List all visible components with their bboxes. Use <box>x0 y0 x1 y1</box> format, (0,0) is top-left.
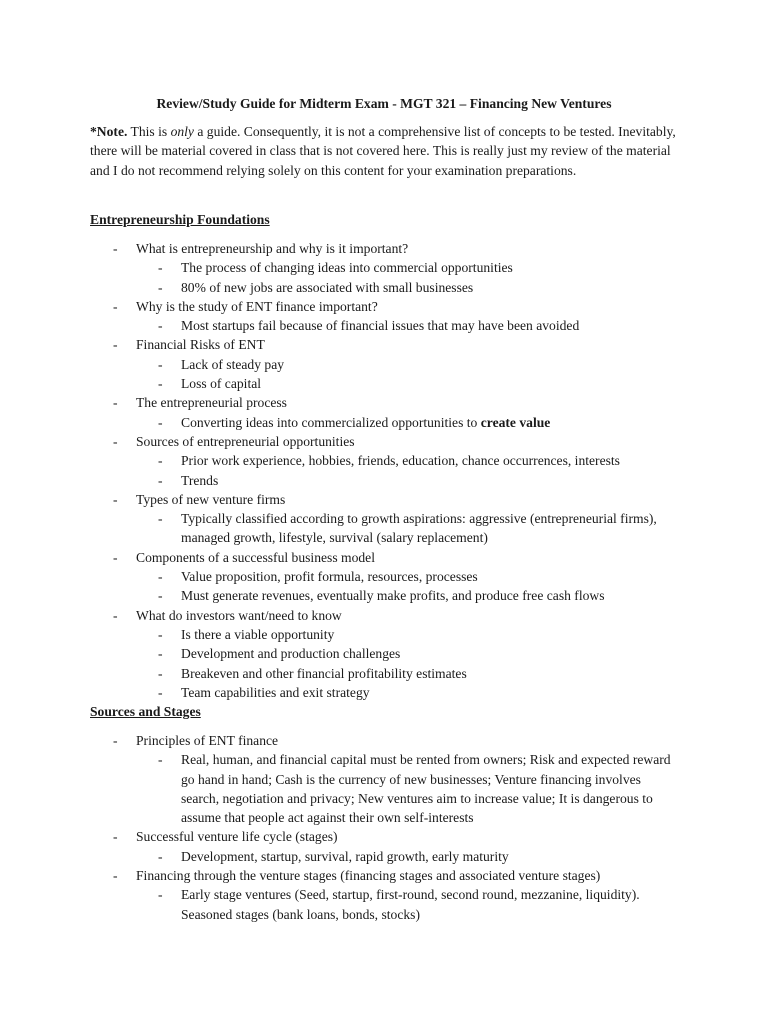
list-item: - What do investors want/need to know <box>113 607 342 623</box>
sub-list-item: - Trends <box>158 472 219 488</box>
section-list-entrepreneurship-foundations <box>0 239 768 702</box>
sub-list-item: - Must generate revenues, eventually make profits, and produce free cash flows <box>158 588 605 604</box>
sub-list-item: - Prior work experience, hobbies, friends, education, chance occurrences, interests <box>158 453 620 469</box>
list-item: - Financing through the venture stages (financing stages and associated venture stages) <box>113 868 601 884</box>
sub-list-item: - The process of changing ideas into commercial opportunities <box>158 260 513 276</box>
note-paragraph <box>90 122 690 180</box>
list-item: - Sources of entrepreneurial opportunities <box>113 433 355 449</box>
emphasis-create-value: create value <box>480 414 551 430</box>
note-emphasis: only <box>170 124 194 139</box>
sub-list-item: - Value proposition, profit formula, resources, processes <box>158 569 478 585</box>
list-item: - Principles of ENT finance <box>113 733 279 748</box>
sub-list-item: - Converting ideas into commercialized opportunities to create value <box>158 414 551 430</box>
sub-list-item: - Breakeven and other financial profitability estimates <box>158 665 467 681</box>
sub-list-item: - Early stage ventures (Seed, startup, first-round, second round, mezzanine, liquidity). Seasoned stages (bank loans, bonds, stocks) <box>158 887 640 922</box>
sub-list-item: - Lack of steady pay <box>158 356 285 372</box>
list-item: - What is entrepreneurship and why is it important? <box>113 241 409 256</box>
sub-list-item: - Development, startup, survival, rapid growth, early maturity <box>158 848 509 864</box>
sub-list-item: - Is there a viable opportunity <box>158 626 335 642</box>
sub-list-item: - Loss of capital <box>158 376 262 392</box>
list-item: - Financial Risks of ENT <box>113 337 265 353</box>
section-heading-entrepreneurship-foundations: Entrepreneurship Foundations <box>90 212 270 227</box>
note-lead: *Note. <box>90 124 128 139</box>
list-item: - Successful venture life cycle (stages) <box>113 829 338 845</box>
sub-list-item: - Typically classified according to growth aspirations: aggressive (entrepreneurial firms), managed growth, lifestyle, survival (salary replacement) <box>158 511 657 546</box>
section-heading-sources-and-stages: Sources and Stages <box>90 704 201 719</box>
list-item: - Types of new venture firms <box>113 491 286 507</box>
sub-list-item: - 80% of new jobs are associated with small businesses <box>158 279 474 295</box>
list-item: - The entrepreneurial process <box>113 395 287 411</box>
list-item: - Components of a successful business model <box>113 549 375 565</box>
page-title: Review/Study Guide for Midterm Exam - MGT 321 – Financing New Ventures <box>156 96 612 111</box>
sub-list-item: - Team capabilities and exit strategy <box>158 684 370 700</box>
list-item: - Why is the study of ENT finance important? <box>113 298 378 314</box>
sub-list-item: - Real, human, and financial capital must be rented from owners; Risk and expected reward go hand in hand; Cash is the currency of new businesses; Venture financing involves search, negotiation and privacy; New ventures aim to increase value; It is dangerous to assume that people act against their own self-interests <box>158 752 671 826</box>
note-text-before: This is <box>127 124 171 139</box>
sub-list-item: - Development and production challenges <box>158 646 401 662</box>
section-list-sources-and-stages <box>0 731 768 924</box>
sub-list-item: - Most startups fail because of financial issues that may have been avoided <box>158 318 580 334</box>
note-text-after: a guide. Consequently, it is not a comprehensive list of concepts to be tested. Inevitably, there will be material covered in class that is not covered here. This is really just my review of the material and I do not recommend relying solely on this content for your examination preparations. <box>90 124 676 178</box>
